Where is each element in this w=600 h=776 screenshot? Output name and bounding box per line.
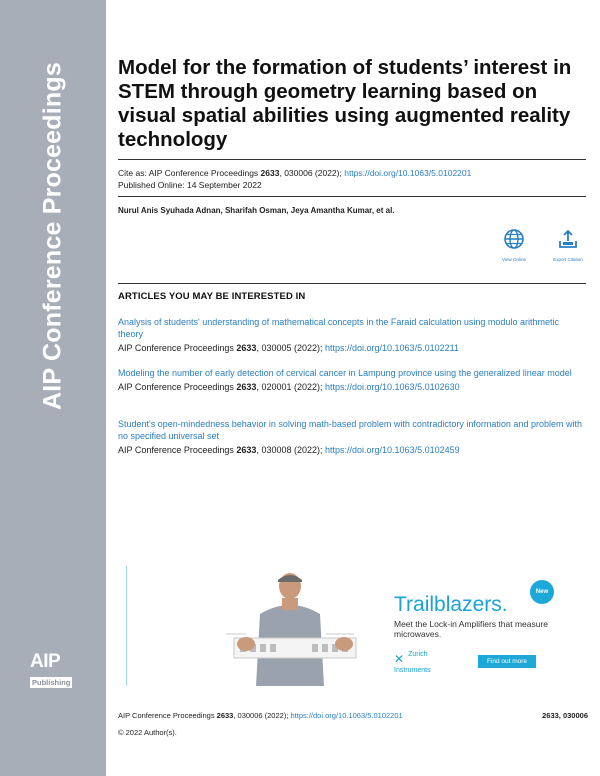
logo-big-text: AIP [30, 651, 61, 672]
related-article-title[interactable]: Analysis of students' understanding of mathematical concepts in the Faraid calculation using modulo arithmetic theory [118, 317, 559, 339]
aip-publishing-logo[interactable] [30, 652, 76, 688]
ad-new-badge: New [530, 580, 554, 604]
related-doi-link[interactable]: https://doi.org/10.1063/5.0102459 [325, 445, 460, 455]
company-line-1: Zurich [408, 651, 428, 658]
advertisement-banner[interactable] [126, 566, 576, 686]
related-heading: ARTICLES YOU MAY BE INTERESTED IN [118, 291, 306, 302]
export-icon [557, 228, 579, 250]
related-article [118, 418, 586, 456]
sidebar [0, 0, 106, 776]
cite-rest: , 030006 (2022); [279, 168, 345, 178]
logo-small-text: Publishing [32, 678, 71, 687]
related-volume: 2633 [236, 343, 257, 353]
citation-line [118, 168, 471, 179]
related-journal: AIP Conference Proceedings [118, 445, 237, 455]
published-date: Published Online: 14 September 2022 [118, 180, 262, 190]
related-volume: 2633 [236, 382, 257, 392]
cite-label: Cite as: AIP Conference Proceedings [118, 168, 261, 178]
related-article-citation [118, 444, 586, 456]
zurich-instruments-logo [394, 651, 431, 675]
related-rest: , 030008 (2022); [256, 445, 325, 455]
related-doi-link[interactable]: https://doi.org/10.1063/5.0102630 [325, 382, 460, 392]
journal-name: AIP Conference Proceedings [38, 62, 67, 410]
footer-page-number: 2633, 030006 [542, 711, 588, 720]
view-online-button[interactable] [496, 228, 532, 262]
cite-doi-link[interactable]: https://doi.org/10.1063/5.0102201 [344, 168, 472, 178]
export-citation-label: Export Citation [553, 257, 583, 262]
related-article-citation [118, 342, 586, 354]
section-divider [118, 283, 586, 284]
related-rest: , 030005 (2022); [256, 343, 325, 353]
find-out-more-button[interactable]: Find out more [478, 655, 536, 668]
cite-divider [118, 196, 586, 197]
ad-tagline: Meet the Lock-in Amplifiers that measure microwaves. [394, 619, 549, 639]
cite-volume: 2633 [260, 168, 280, 178]
zurich-x-icon: ✕ [394, 652, 405, 666]
footer-rest: , 030006 (2022); [233, 711, 291, 720]
title-divider [118, 159, 586, 160]
author-list: Nurul Anis Syuhada Adnan, Sharifah Osman, Jeya Amantha Kumar, et al. [118, 206, 395, 215]
ad-accent-line [126, 566, 127, 686]
view-online-label: View Online [502, 257, 526, 262]
related-doi-link[interactable]: https://doi.org/10.1063/5.0102211 [325, 343, 459, 353]
ad-person-illustration [186, 568, 386, 686]
related-volume: 2633 [236, 445, 257, 455]
ad-brand-name: Trailblazers. [394, 593, 508, 616]
footer-volume: 2633 [216, 711, 234, 720]
paper-title: Model for the formation of students’ interest in STEM through geometry learning based on visual spatial abilities using augmented reality technology [118, 56, 572, 151]
globe-icon [503, 228, 525, 250]
related-article [118, 316, 586, 354]
footer-journal: AIP Conference Proceedings [118, 711, 217, 720]
related-article [118, 367, 586, 393]
footer-citation [118, 711, 588, 720]
related-article-title[interactable]: Modeling the number of early detection of cervical cancer in Lampung province using the generalized linear model [118, 368, 572, 378]
footer-doi-link[interactable]: https://doi.org/10.1063/5.0102201 [290, 711, 403, 720]
related-article-citation [118, 381, 586, 393]
company-line-2: Instruments [394, 667, 431, 674]
related-journal: AIP Conference Proceedings [118, 382, 237, 392]
copyright: © 2022 Author(s). [118, 728, 177, 737]
related-article-title[interactable]: Student's open-mindedness behavior in solving math-based problem with contradictory information and problem with no specified universal set [118, 419, 582, 441]
export-citation-button[interactable] [550, 228, 586, 262]
related-journal: AIP Conference Proceedings [118, 343, 237, 353]
related-rest: , 020001 (2022); [256, 382, 325, 392]
